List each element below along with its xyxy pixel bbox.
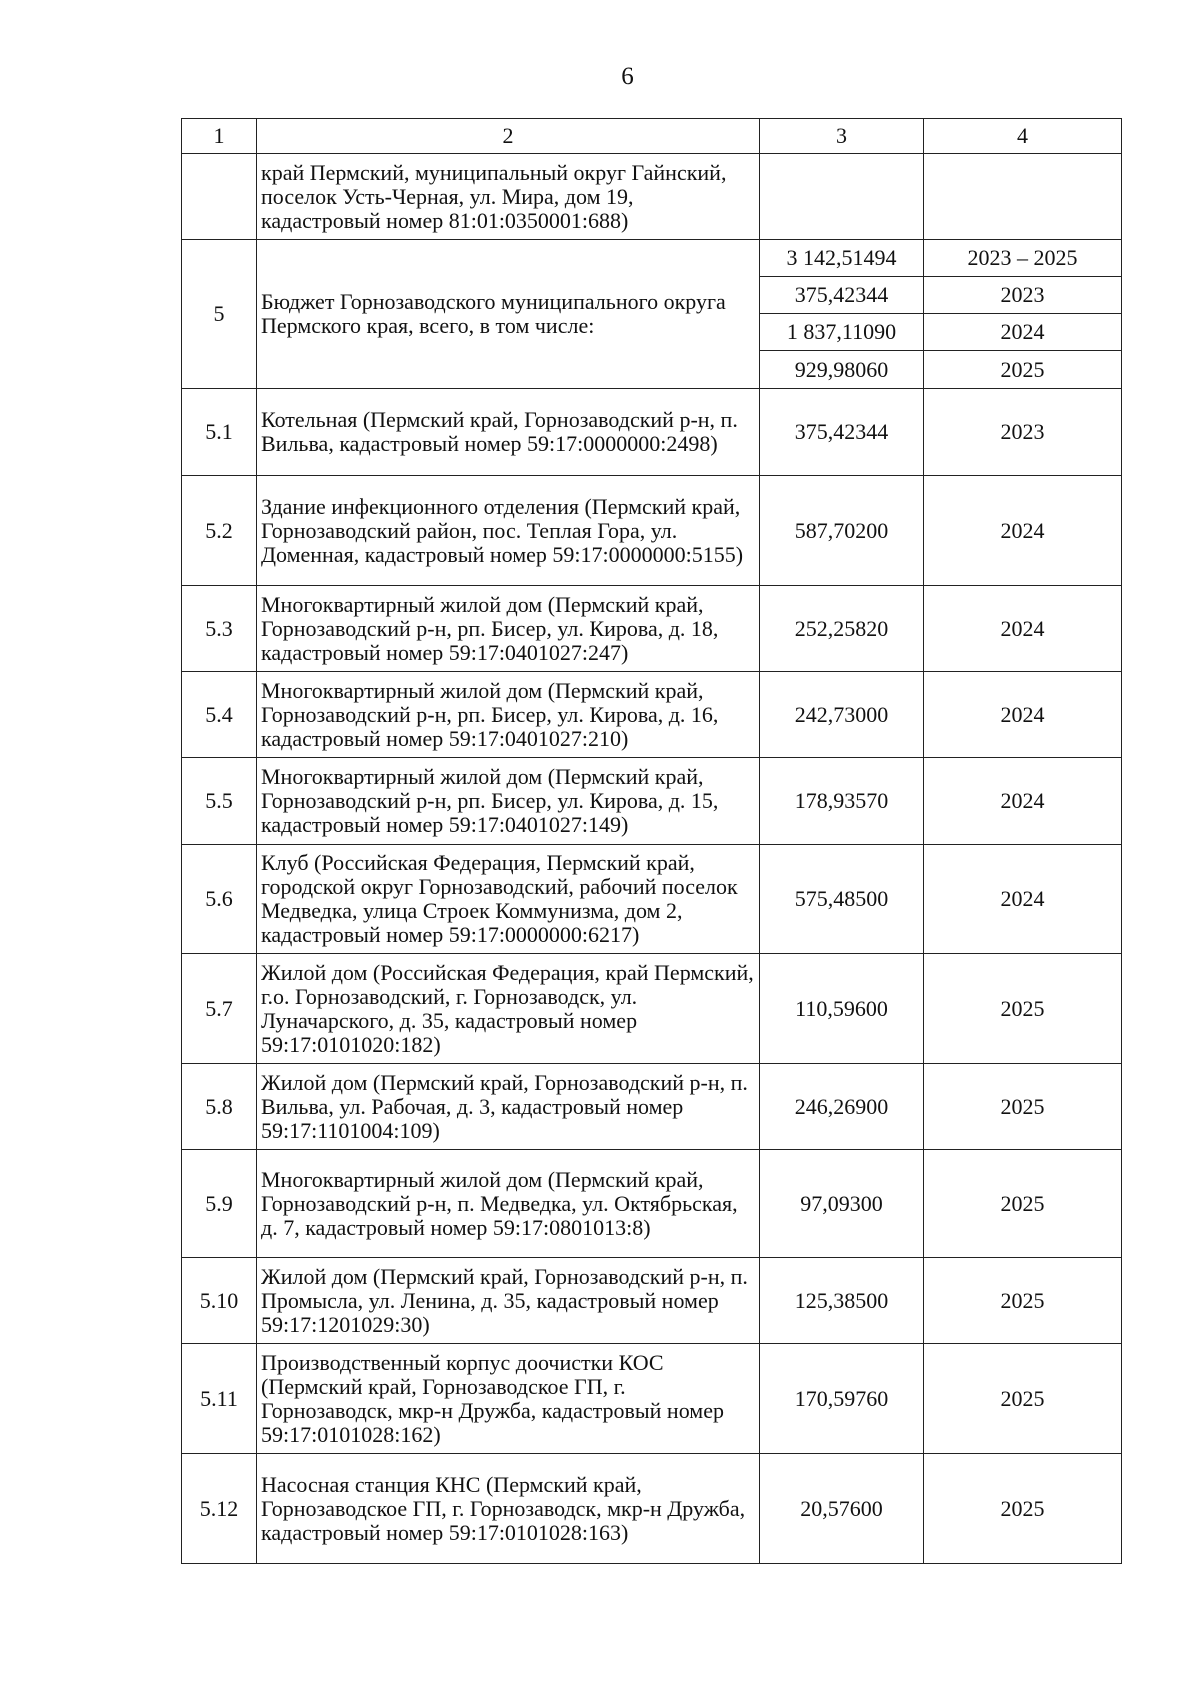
continuation-text: край Пермский, муниципальный округ Гайнский, поселок Усть-Черная, ул. Мира, дом 19, кадастровый номер 81:01:0350001:688): [257, 154, 760, 240]
row-year: 2025: [924, 1064, 1122, 1150]
table-row: [182, 586, 1122, 672]
table-row: [182, 476, 1122, 586]
row-num: 5.8: [182, 1064, 257, 1150]
budget-value-2023: 375,42344: [760, 277, 924, 314]
page-number: 6: [621, 63, 634, 90]
continuation-year-cell: [924, 154, 1122, 240]
row-num: 5.9: [182, 1150, 257, 1258]
budget-year-2024: 2024: [924, 314, 1122, 351]
budget-row-num: 5: [182, 240, 257, 389]
table-row: [182, 1258, 1122, 1344]
column-header-1: 1: [182, 119, 257, 154]
continuation-row: [182, 154, 1122, 240]
row-text: Насосная станция КНС (Пермский край, Горнозаводское ГП, г. Горнозаводск, мкр-н Дружба, кадастровый номер 59:17:0101028:163): [257, 1454, 760, 1564]
budget-row: [182, 240, 1122, 277]
table-row: [182, 1064, 1122, 1150]
row-year: 2025: [924, 1344, 1122, 1454]
row-num: 5.5: [182, 758, 257, 845]
row-text: Многоквартирный жилой дом (Пермский край, Горнозаводский р-н, рп. Бисер, ул. Кирова, д. 18, кадастровый номер 59:17:0401027:247): [257, 586, 760, 672]
row-text: Жилой дом (Российская Федерация, край Пермский, г.о. Горнозаводский, г. Горнозаводск, ул. Луначарского, д. 35, кадастровый номер 59:17:0101020:182): [257, 954, 760, 1064]
row-num: 5.6: [182, 845, 257, 954]
row-value: 246,26900: [760, 1064, 924, 1150]
row-num: 5.3: [182, 586, 257, 672]
row-value: 125,38500: [760, 1258, 924, 1344]
row-text: Здание инфекционного отделения (Пермский край, Горнозаводский район, пос. Теплая Гора, ул. Доменная, кадастровый номер 59:17:0000000:5155): [257, 476, 760, 586]
budget-value-2024: 1 837,11090: [760, 314, 924, 351]
row-year: 2024: [924, 758, 1122, 845]
row-text: Многоквартирный жилой дом (Пермский край, Горнозаводский р-н, рп. Бисер, ул. Кирова, д. 16, кадастровый номер 59:17:0401027:210): [257, 672, 760, 758]
column-header-2: 2: [257, 119, 760, 154]
table-header-row: [182, 119, 1122, 154]
table-row: [182, 845, 1122, 954]
table-row: [182, 389, 1122, 476]
row-value: 97,09300: [760, 1150, 924, 1258]
continuation-num-cell: [182, 154, 257, 240]
row-value: 20,57600: [760, 1454, 924, 1564]
budget-value-2025: 929,98060: [760, 351, 924, 389]
row-value: 375,42344: [760, 389, 924, 476]
row-num: 5.7: [182, 954, 257, 1064]
row-value: 242,73000: [760, 672, 924, 758]
budget-year-total: 2023 – 2025: [924, 240, 1122, 277]
column-header-4: 4: [924, 119, 1122, 154]
row-text: Жилой дом (Пермский край, Горнозаводский р-н, п. Вильва, ул. Рабочая, д. 3, кадастровый номер 59:17:1101004:109): [257, 1064, 760, 1150]
budget-year-2025: 2025: [924, 351, 1122, 389]
table-row: [182, 954, 1122, 1064]
row-value: 587,70200: [760, 476, 924, 586]
row-text: Клуб (Российская Федерация, Пермский край, городской округ Горнозаводский, рабочий поселок Медведка, улица Строек Коммунизма, дом 2, кадастровый номер 59:17:0000000:6217): [257, 845, 760, 954]
row-text: Жилой дом (Пермский край, Горнозаводский р-н, п. Промысла, ул. Ленина, д. 35, кадастровый номер 59:17:1201029:30): [257, 1258, 760, 1344]
row-num: 5.12: [182, 1454, 257, 1564]
budget-year-2023: 2023: [924, 277, 1122, 314]
row-num: 5.4: [182, 672, 257, 758]
row-value: 110,59600: [760, 954, 924, 1064]
table-row: [182, 1344, 1122, 1454]
row-text: Многоквартирный жилой дом (Пермский край, Горнозаводский р-н, рп. Бисер, ул. Кирова, д. 15, кадастровый номер 59:17:0401027:149): [257, 758, 760, 845]
continuation-value-cell: [760, 154, 924, 240]
row-num: 5.2: [182, 476, 257, 586]
table-row: [182, 1454, 1122, 1564]
row-num: 5.11: [182, 1344, 257, 1454]
row-num: 5.10: [182, 1258, 257, 1344]
row-value: 252,25820: [760, 586, 924, 672]
row-year: 2025: [924, 1454, 1122, 1564]
row-year: 2023: [924, 389, 1122, 476]
row-year: 2025: [924, 1258, 1122, 1344]
row-year: 2024: [924, 672, 1122, 758]
row-text: Котельная (Пермский край, Горнозаводский р-н, п. Вильва, кадастровый номер 59:17:0000000:2498): [257, 389, 760, 476]
row-year: 2025: [924, 1150, 1122, 1258]
budget-value-total: 3 142,51494: [760, 240, 924, 277]
row-value: 575,48500: [760, 845, 924, 954]
row-year: 2024: [924, 586, 1122, 672]
table-row: [182, 1150, 1122, 1258]
table-row: [182, 758, 1122, 845]
table-row: [182, 672, 1122, 758]
row-text: Производственный корпус доочистки КОС (Пермский край, Горнозаводское ГП, г. Горнозаводск, мкр-н Дружба, кадастровый номер 59:17:0101028:162): [257, 1344, 760, 1454]
column-header-3: 3: [760, 119, 924, 154]
row-text: Многоквартирный жилой дом (Пермский край, Горнозаводский р-н, п. Медведка, ул. Октябрьская, д. 7, кадастровый номер 59:17:0801013:8): [257, 1150, 760, 1258]
row-year: 2025: [924, 954, 1122, 1064]
row-year: 2024: [924, 476, 1122, 586]
row-num: 5.1: [182, 389, 257, 476]
row-value: 178,93570: [760, 758, 924, 845]
row-value: 170,59760: [760, 1344, 924, 1454]
row-year: 2024: [924, 845, 1122, 954]
objects-table: [181, 118, 1122, 1564]
budget-row-text: Бюджет Горнозаводского муниципального округа Пермского края, всего, в том числе:: [257, 240, 760, 389]
